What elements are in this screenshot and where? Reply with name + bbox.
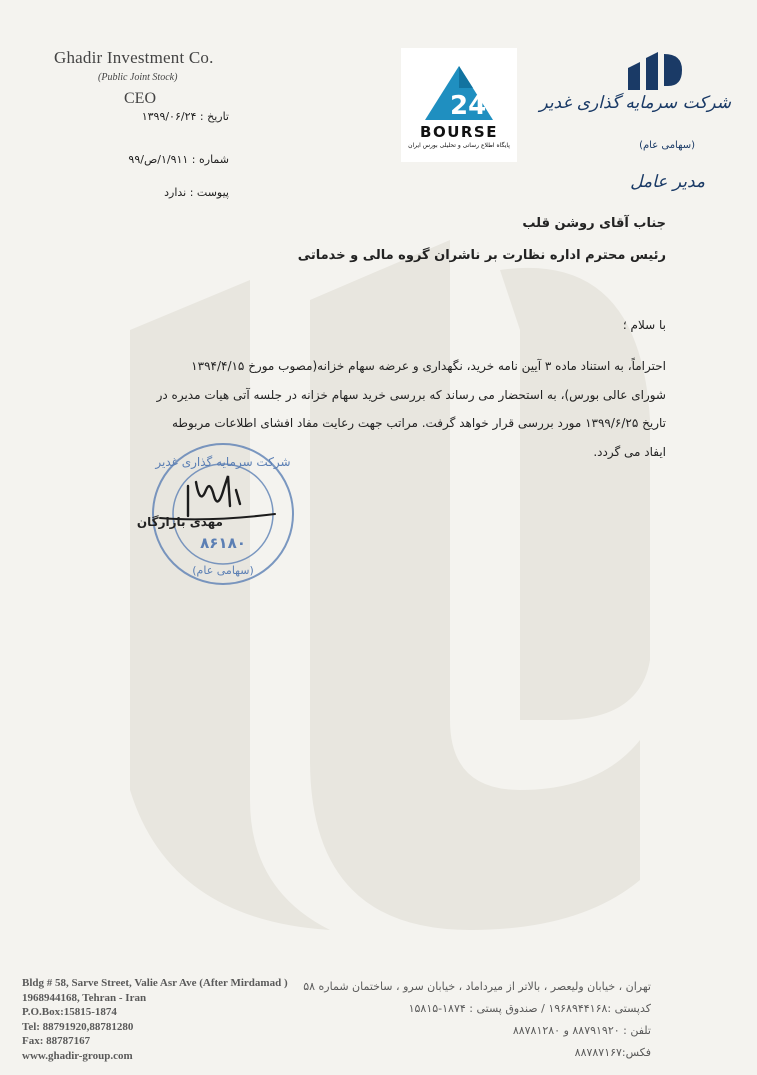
signer-name: مهدی بازارگان [136,515,223,529]
address-line-en: Tel: 88791920,88781280 [22,1020,134,1033]
body-line: شورای عالی بورس)، به استحضار می رساند که بررسی خرید سهام خزانه در جلسه آتی هیات مدیره در [156,387,666,402]
company-type-en: (Public Joint Stock) [98,72,178,83]
company-type-fa: (سهامی عام) [639,140,695,151]
footer-address-en [22,976,288,1063]
stamp-number: ۸۶۱۸۰ [200,534,246,552]
letter-attachment: پیوست : ندارد [164,186,229,199]
address-line-en: P.O.Box:15815-1874 [22,1006,117,1018]
address-line-fa: کدپستی :۱۹۶۸۹۴۴۱۶۸ / صندوق پستی : ۱۸۷۴-۱۵۸۱۵ [408,1002,651,1015]
recipient-title: رئیس محترم اداره نظارت بر ناشران گروه مالی و خدماتی [297,248,666,263]
website-link[interactable]: www.ghadir-group.com [22,1049,133,1062]
body-line: تاریخ ۱۳۹۹/۶/۲۵ مورد بررسی قرار خواهد گرفت. مراتب جهت رعایت مفاد افشای اطلاعات مربوطه [171,416,666,430]
address-line-fa: تهران ، خیابان ولیعصر ، بالاتر از میرداماد ، خیابان سرو ، ساختمان شماره ۵۸ [303,980,651,993]
greeting: با سلام ؛ [622,318,666,332]
bourse24-logo [401,48,517,162]
letter-number: شماره : ۱/۹۱۱/ص/۹۹ [128,153,229,166]
bourse24-name: BOURSE [420,123,498,141]
address-line-en: Fax: 88787167 [22,1035,91,1047]
stamp-type: (سهامی عام) [192,564,254,577]
address-line-en: Bldg # 58, Sarve Street, Valie Asr Ave (After Mirdamad ) [22,977,288,989]
company-name-fa: شرکت سرمایه گذاری غدیر [539,93,731,113]
address-line-fa: فکس:۸۸۷۸۷۱۶۷ [574,1046,651,1059]
bourse24-tagline: پایگاه اطلاع رسانی و تحلیلی بورس ایران [408,142,510,149]
recipient-name: جناب آقای روشن قلب [522,216,666,231]
bourse24-number: 24 [450,91,487,121]
company-name-en: Ghadir Investment Co. [54,48,214,67]
ceo-title-fa: مدیر عامل [630,172,705,192]
address-line-en: 1968944168, Tehran - Iran [22,991,147,1004]
address-line-fa: تلفن : ۸۸۷۹۱۹۲۰ و ۸۸۷۸۱۲۸۰ [512,1024,651,1037]
letter-date: تاریخ : ۱۳۹۹/۰۶/۲۴ [141,110,229,123]
body-line: ایفاد می گردد. [593,444,666,459]
stamp-ring-text: شرکت سرمایه گذاری غدیر [155,455,291,469]
footer-address-fa [303,976,651,1064]
bourse24-triangle-icon [401,48,517,123]
ceo-title-en: CEO [124,90,156,107]
body-line: احتراماً، به استناد ماده ۳ آیین نامه خرید، نگهداری و عرضه سهام خزانه(مصوب مورخ ۱۳۹۴/۴/۱۵ [191,359,666,373]
ghadir-logo-icon [620,48,690,93]
